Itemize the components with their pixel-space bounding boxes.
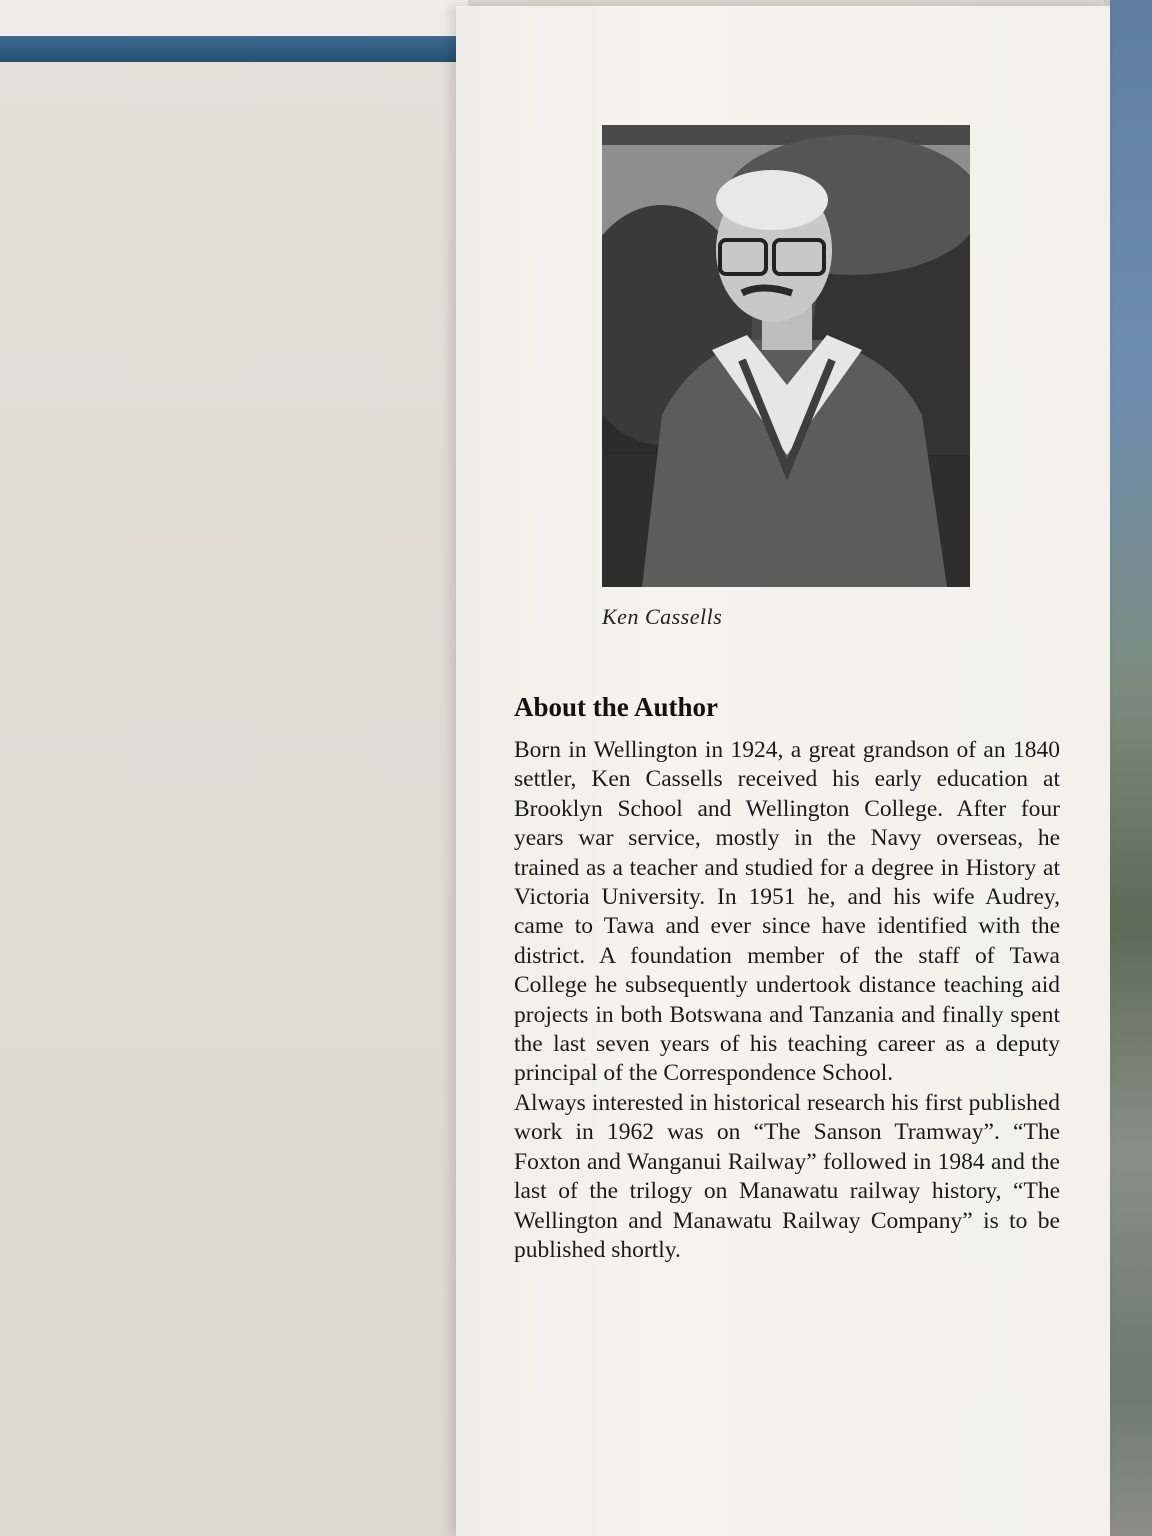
cover-spine-band bbox=[0, 36, 468, 62]
bio-paragraph: Born in Wellington in 1924, a great grandson of an 1840 settler, Ken Cassells received his early education at Brooklyn School and Wellington College. After four years war service, mostly in the Navy overseas, he trained as a teacher and studied for a degree in History at Victoria University. In 1951 he, and his wife Audrey, came to Tawa and ever since have identified with the district. A foundation member of the staff of Tawa College he subsequently undertook distance teaching aid projects in both Botswana and Tanzania and finally spent the last seven years of his teaching career as a deputy principal of the Correspondence School. bbox=[514, 737, 1060, 1087]
endpaper bbox=[0, 0, 468, 1536]
about-author-heading: About the Author bbox=[514, 692, 719, 722]
author-biography bbox=[514, 736, 1060, 1265]
photo-caption: Ken Cassells bbox=[602, 604, 723, 629]
author-photo bbox=[602, 125, 970, 587]
bio-paragraph: Always interested in historical research his first published work in 1962 was on “The Sanson Tramway”. “The Foxton and Wanganui Railway” followed in 1984 and the last of the trilogy on Manawatu railway history, “The Wellington and Manawatu Railway Company” is to be published shortly. bbox=[514, 1089, 1060, 1263]
top-strip bbox=[0, 0, 468, 36]
front-cover-edge bbox=[1104, 0, 1152, 1536]
